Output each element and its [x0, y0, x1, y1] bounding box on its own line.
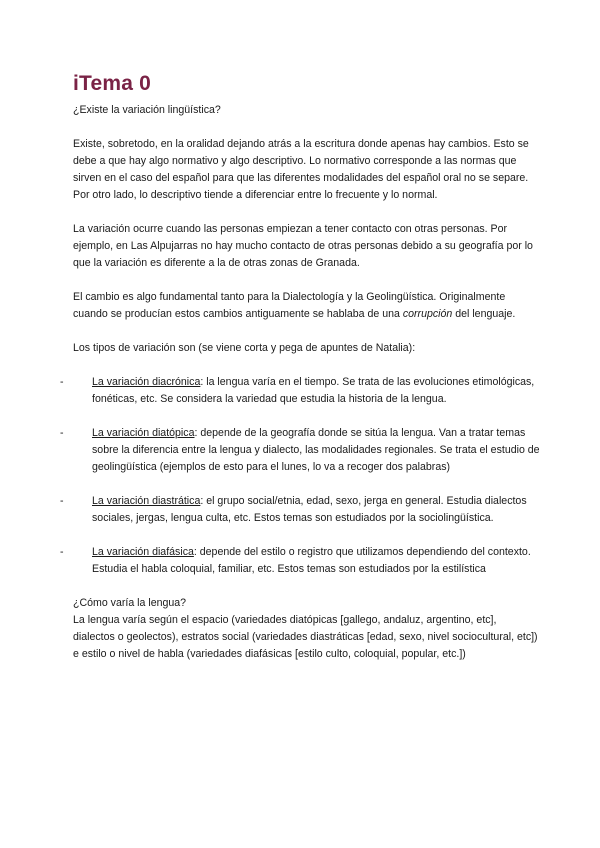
paragraph-contacto: La variación ocurre cuando las personas empiezan a tener contacto con otras personas. Por ejemplo, en Las Alpujarras no hay mucho contacto de otras personas debido a su geografía por lo que la variación es diferente a la de otras zonas de Granada.	[73, 223, 533, 269]
list-dash: -	[60, 376, 64, 388]
types-intro: Los tipos de variación son (se viene corta y pega de apuntes de Natalia):	[73, 342, 416, 354]
desc-diatopica: : depende de la geografía donde se sitúa la lengua. Van a tratar temas sobre la diferencia entre la lengua y dialecto, las modalidades regionales. Se trata el estudio de geolingüística (ejemplos de esto para el lunes, lo va a recoger dos palabras)	[92, 427, 540, 473]
list-item-diafasica	[60, 544, 540, 578]
paragraph-normativo: Existe, sobretodo, en la oralidad dejando atrás a la escritura donde apenas hay cambios. Esto se debe a que hay algo normativo y algo descriptivo. Lo normativo corresponde a las normas que sirven en el caso del español para que las diferentes modalidades del español oral no se separe. Por otro lado, lo descriptivo tiende a diferenciar entre lo frecuente y lo normal.	[73, 138, 529, 201]
term-diafasica: La variación diafásica	[92, 546, 194, 558]
desc-diafasica: : depende del estilo o registro que utilizamos dependiendo del contexto. Estudia el habla coloquial, familiar, etc. Estos temas son estudiados por la estilística	[92, 546, 531, 575]
term-diatopica: La variación diatópica	[92, 427, 195, 439]
document-title: iTema 0	[73, 72, 152, 95]
answer-como-varia: La lengua varía según el espacio (variedades diatópicas [gallego, andaluz, argentino, etc], dialectos o geolectos), estratos social (variedades diastráticas [edad, sexo, nivel sociocultural, etc]) e estilo o nivel de habla (variedades diafásicas [estilo culto, coloquial, popular, etc.])	[73, 614, 538, 660]
list-item-diatopica	[60, 425, 540, 476]
list-dash: -	[60, 427, 64, 439]
list-dash: -	[60, 546, 64, 558]
paragraph-cambio-text-1: El cambio es algo fundamental tanto para la Dialectología y la Geolingüística. Originalmente cuando se producían estos cambios antiguamente se hablaba de una	[73, 291, 506, 320]
question-como-varia: ¿Cómo varía la lengua?	[73, 597, 187, 609]
list-dash: -	[60, 495, 64, 507]
italic-word-corrupcion: corrupción	[402, 308, 453, 320]
desc-diacronica: : la lengua varía en el tiempo. Se trata de las evoluciones etimológicas, fonéticas, etc. Se considera la variedad que estudia la historia de la lengua.	[92, 376, 535, 405]
list-item-diacronica	[60, 374, 540, 408]
paragraph-cambio-text-2: del lenguaje.	[452, 308, 516, 320]
variation-types-list	[60, 374, 540, 578]
term-diacronica: La variación diacrónica	[92, 376, 201, 388]
desc-diastratica: : el grupo social/etnia, edad, sexo, jerga en general. Estudia dialectos sociales, jergas, lengua culta, etc. Estos temas son estudiados por la sociolingüística.	[92, 495, 527, 524]
term-diastratica: La variación diastrática	[92, 495, 201, 507]
paragraph-cambio	[73, 289, 540, 323]
subtitle-question: ¿Existe la variación lingüística?	[73, 104, 221, 116]
list-item-diastratica	[60, 493, 540, 527]
